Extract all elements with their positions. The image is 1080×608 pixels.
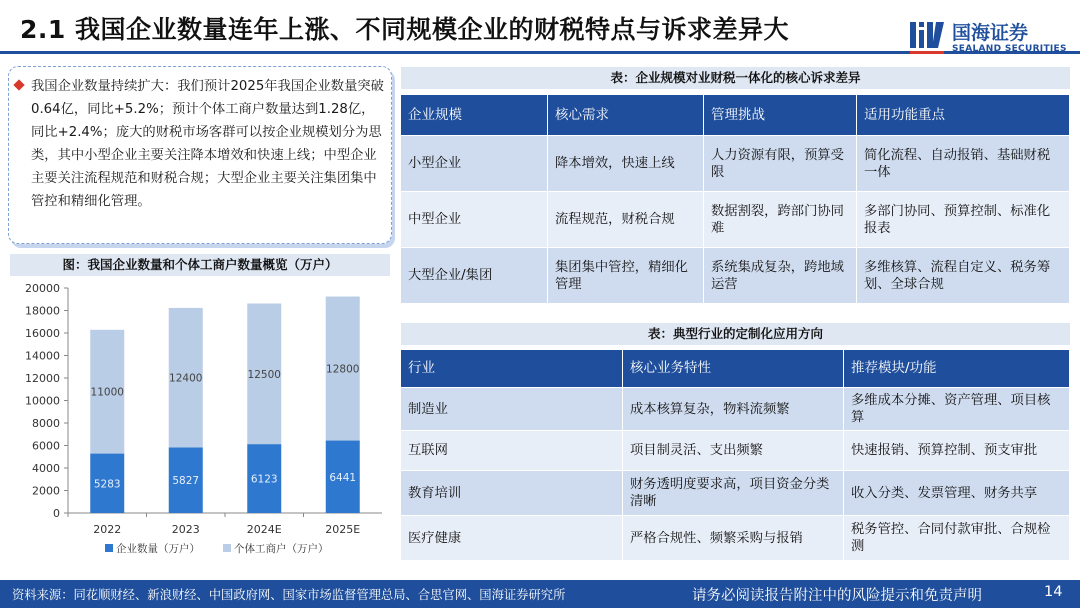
table-header-row: [401, 95, 1070, 136]
legend-label: 企业数量（万户）: [116, 543, 200, 555]
table-cell: 降本增效，快速上线: [548, 136, 704, 192]
data-label: 12500: [247, 368, 281, 381]
y-tick-label: 4000: [32, 462, 60, 475]
table-cell: 人力资源有限，预算受限: [704, 136, 857, 192]
table-row: [401, 136, 1070, 192]
legend-label: 个体工商户（万户）: [234, 543, 329, 555]
page-number: 14: [1044, 584, 1063, 600]
logo-text-en: SEALAND SECURITIES: [952, 44, 1067, 54]
footer-bar: [0, 580, 1080, 608]
table-cell: 收入分类、发票管理、财务共享: [844, 471, 1070, 516]
column-header: 适用功能重点: [857, 95, 1070, 136]
y-tick-label: 8000: [32, 417, 60, 430]
y-tick-label: 2000: [32, 484, 60, 498]
table-cell: 大型企业/集团: [401, 248, 548, 304]
table-cell: 成本核算复杂，物料流频繁: [623, 388, 844, 431]
x-tick-label: 2023: [171, 523, 200, 536]
sealand-logo-icon: [908, 18, 948, 56]
data-label: 6441: [329, 471, 357, 484]
source-note: 资料来源：同花顺财经、新浪财经、中国政府网、国家市场监督管理总局、合思官网、国海证券研究所: [12, 588, 566, 602]
legend-swatch: [223, 544, 231, 552]
column-header: 核心需求: [548, 95, 704, 136]
y-tick-label: 10000: [25, 394, 60, 408]
logo-text-cn: 国海证券: [952, 22, 1029, 44]
summary-text: 我国企业数量持续扩大：我们预计2025年我国企业数量突破0.64亿，同比+5.2%；预计个体工商户数量达到1.28亿，同比+2.4%；庞大的财税市场客群可以按企业规模划分为思类，其中小型企业主要关注降本增效和快速上线；中型企业主要关注流程规范和财税合规；大型企业主要关注集团集中管控和精细化管理。: [31, 79, 384, 209]
industry-table: [401, 350, 1070, 561]
data-label: 11000: [90, 386, 124, 399]
summary-callout: [8, 66, 392, 244]
column-header: 企业规模: [401, 95, 548, 136]
table-cell: 项目制灵活、支出频繁: [623, 431, 844, 471]
table1-caption: 表：企业规模对业财税一体化的核心诉求差异: [401, 67, 1070, 89]
brand-logo: [908, 16, 1068, 60]
table-cell: 小型企业: [401, 136, 548, 192]
table-cell: 教育培训: [401, 471, 623, 516]
table-cell: 严格合规性、频繁采购与报销: [623, 516, 844, 561]
chart-caption: 图：我国企业数量和个体工商户数量概览（万户）: [10, 254, 390, 276]
table-cell: 财务透明度要求高，项目资金分类清晰: [623, 471, 844, 516]
y-tick-label: 20000: [25, 282, 60, 295]
y-tick-label: 0: [53, 507, 60, 520]
table-cell: 中型企业: [401, 192, 548, 248]
table-cell: 医疗健康: [401, 516, 623, 561]
table-cell: 系统集成复杂，跨地域运营: [704, 248, 857, 304]
column-header: 管理挑战: [704, 95, 857, 136]
table-cell: 多维成本分摊、资产管理、项目核算: [844, 388, 1070, 431]
table-cell: 流程规范，财税合规: [548, 192, 704, 248]
legend-swatch: [105, 544, 113, 552]
data-label: 12800: [326, 363, 360, 376]
table-row: [401, 431, 1070, 471]
y-tick-label: 14000: [25, 349, 60, 363]
y-tick-label: 6000: [32, 439, 60, 453]
data-label: 6123: [250, 473, 278, 486]
column-header: 核心业务特性: [623, 350, 844, 388]
table-header-row: [401, 350, 1070, 388]
enterprise-count-chart: [10, 280, 395, 570]
table-row: [401, 516, 1070, 561]
data-label: 5283: [93, 478, 121, 491]
table-row: [401, 388, 1070, 431]
column-header: 行业: [401, 350, 623, 388]
page-title: 2.1 我国企业数量连年上涨、不同规模企业的财税特点与诉求差异大: [20, 15, 789, 44]
x-tick-label: 2022: [93, 523, 122, 536]
column-header: 推荐模块/功能: [844, 350, 1070, 388]
data-label: 12400: [169, 372, 203, 385]
diamond-bullet-icon: [13, 79, 24, 90]
table-cell: 数据割裂，跨部门协同难: [704, 192, 857, 248]
table-cell: 税务管控、合同付款审批、合规检测: [844, 516, 1070, 561]
table-cell: 简化流程、自动报销、基础财税一体: [857, 136, 1070, 192]
y-tick-label: 16000: [25, 327, 60, 340]
disclaimer-note: 请务必阅读报告附注中的风险提示和免责声明: [692, 588, 982, 604]
table-cell: 集团集中管控，精细化管理: [548, 248, 704, 304]
table-cell: 互联网: [401, 431, 623, 471]
x-tick-label: 2024E: [246, 523, 282, 536]
table-row: [401, 248, 1070, 304]
table-cell: 多部门协同、预算控制、标准化报表: [857, 192, 1070, 248]
table-cell: 快速报销、预算控制、预支审批: [844, 431, 1070, 471]
table-row: [401, 192, 1070, 248]
x-tick-label: 2025E: [325, 523, 361, 536]
table-row: [401, 471, 1070, 516]
table2-caption: 表：典型行业的定制化应用方向: [401, 323, 1070, 345]
y-tick-label: 12000: [25, 372, 60, 385]
table-cell: 制造业: [401, 388, 623, 431]
y-tick-label: 18000: [25, 304, 60, 318]
table-cell: 多维核算、流程自定义、税务筹划、全球合规: [857, 248, 1070, 304]
data-label: 5827: [172, 475, 200, 488]
requirements-table: [401, 95, 1070, 304]
